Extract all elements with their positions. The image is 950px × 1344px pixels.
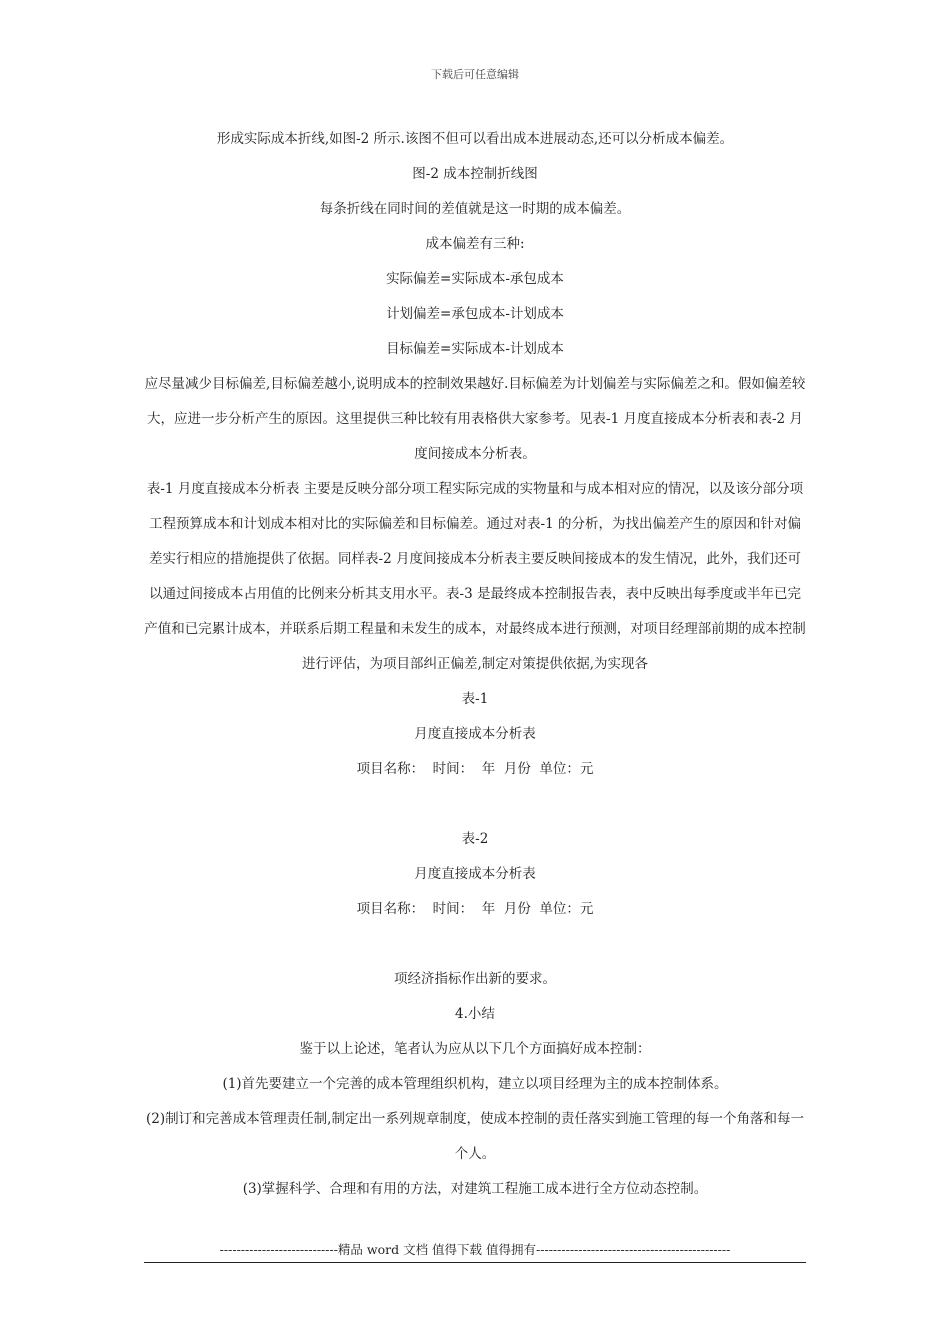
paragraph: 鉴于以上论述，笔者认为应从以下几个方面搞好成本控制： — [299, 1041, 651, 1057]
table2-meta: 项目名称： 时间： 年 月份 单位：元 — [356, 901, 594, 917]
paragraph: 项经济指标作出新的要求。 — [394, 971, 556, 987]
table1-label: 表-1 — [461, 691, 489, 707]
table2-label: 表-2 — [461, 831, 489, 847]
formula-target-deviation: 目标偏差=实际成本-计划成本 — [386, 341, 564, 357]
document-body — [144, 122, 806, 1207]
paragraph: 应尽量减少目标偏差,目标偏差越小,说明成本的控制效果越好.目标偏差为计划偏差与实际偏差之和。假如偏差较大，应进一步分析产生的原因。这里提供三种比较有用表格供大家参考。见表-1 月度直接成本分析表和表-2 月度间接成本分析表。 — [144, 376, 806, 462]
table2-title: 月度直接成本分析表 — [414, 866, 536, 882]
footer-banner: ----------------------------精品 word 文档 值得下载 值得拥有---------------------------------------------- — [144, 1238, 806, 1263]
list-item: (3)掌握科学、合理和有用的方法，对建筑工程施工成本进行全方位动态控制。 — [242, 1181, 708, 1197]
section-heading: 4.小结 — [455, 1006, 495, 1022]
paragraph: 表-1 月度直接成本分析表 主要是反映分部分项工程实际完成的实物量和与成本相对应的情况，以及该分部分项工程预算成本和计划成本相对比的实际偏差和目标偏差。通过对表-1 的分析，为找出偏差产生的原因和针对偏差实行相应的措施提供了依据。同样表-2 月度间接成本分析表主要反映间接成本的发生情况，此外，我们还可以通过间接成本占用值的比例来分析其支用水平。表-3 是最终成本控制报告表，表中反映出每季度或半年已完产值和已完累计成本，并联系后期工程量和未发生的成本，对最终成本进行预测，对项目经理部前期的成本控制进行评估，为项目部纠正偏差,制定对策提供依据,为实现各 — [144, 481, 806, 672]
header-note: 下载后可任意编辑 — [431, 68, 519, 81]
paragraph: 形成实际成本折线,如图-2 所示.该图不但可以看出成本进展动态,还可以分析成本偏差。 — [216, 131, 734, 147]
list-item: (1)首先要建立一个完善的成本管理组织机构，建立以项目经理为主的成本控制体系。 — [222, 1076, 728, 1092]
paragraph: 成本偏差有三种: — [425, 236, 525, 252]
spacer — [144, 787, 806, 822]
formula-actual-deviation: 实际偏差=实际成本-承包成本 — [386, 271, 564, 287]
paragraph: 每条折线在同时间的差值就是这一时期的成本偏差。 — [319, 201, 631, 217]
table1-meta: 项目名称： 时间： 年 月份 单位：元 — [356, 761, 594, 777]
formula-plan-deviation: 计划偏差=承包成本-计划成本 — [386, 306, 564, 322]
figure-caption: 图-2 成本控制折线图 — [412, 166, 538, 182]
list-item: (2)制订和完善成本管理责任制,制定出一系列规章制度，使成本控制的责任落实到施工管理的每一个角落和每一个人。 — [146, 1111, 804, 1162]
spacer — [144, 927, 806, 962]
table1-title: 月度直接成本分析表 — [414, 726, 536, 742]
